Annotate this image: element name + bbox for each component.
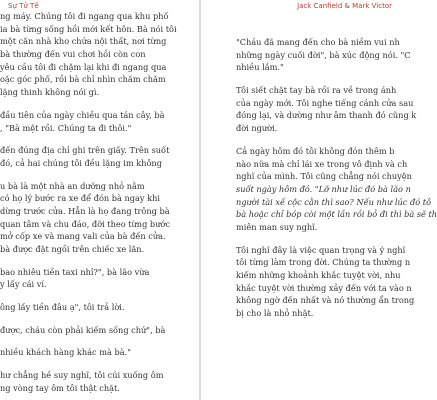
text-line: nhiều lắm." [236,62,284,73]
text-line [0,99,196,109]
right-page [201,0,437,400]
text-line [236,74,396,84]
text-line: đó, cả hai chúng tôi đều lặng im không [0,157,162,168]
text-line: khắc tuyệt vời thường xảy đến với ta vào n [236,282,412,293]
text-line: nhiều khách hàng khác mà bà." [0,347,131,358]
text-line: đến đúng địa chỉ ghi trên giấy. Trên suốt [0,145,170,156]
text-line: đầu tiên của ngày chiều qua tán cây, bà [0,109,165,120]
running-head-left: Sự Tử Tế [8,2,39,10]
text-line: dừng trước cửa. Hẳn là họ đang trông bà [0,205,170,216]
text-line: được, cháu còn phải kiếm sống chứ", bà [0,324,166,335]
text-line [0,314,196,324]
text-line: yêu cầu tôi đi chậm lại khi đi ngang qua [0,61,167,72]
text-line: bao nhiêu tiền taxi nhỉ?", bà lão vừa [0,266,150,277]
text-line: y lấy cái ví. [0,279,47,290]
text-line: đóng lại, và dường như âm thanh đó cũng k [236,110,417,121]
right-page-text [236,36,437,320]
text-line [236,234,396,244]
running-head-right: Jack Canfield & Mark Victor [297,2,392,10]
text-line [0,336,196,346]
text-line [0,170,196,180]
text-line: bà được đặt ngồi trên chiếc xe lăn. [0,244,145,254]
text-line: một căn nhà kho chứa nội thất, nơi từng [0,36,167,47]
text-line [236,135,396,145]
text-line: , "Bà mệt rồi. Chúng ta đi thôi." [0,122,132,133]
text-line [0,256,196,266]
left-page-text [0,10,196,395]
text-line: Tôi nghĩ đây là việc quan trọng và ý nghĩ [236,244,406,255]
text-line: bà thường đến vui chơi hồi còn con [0,49,146,60]
text-line: của ngày mới. Tôi nghe tiếng cánh cửa sau [236,97,414,108]
text-line: "Cháu đã mang đến cho bà niềm vui nh [236,37,400,47]
text-line: có họ lý bước ra xe để đón bà ngay khi [0,193,160,204]
text-line: oặc góc phố, rồi bà chỉ nhìn chăm chăm [0,74,166,85]
text-line: nào nữa mà chỉ lái xe trong vô định và ch [236,158,408,169]
text-line: người tài xế cộc cằn thì sao? Nếu như lúc đó tô [236,196,431,207]
text-line: ia bà từng sống hồi mới kết hôn. Bà nói tôi [0,23,177,34]
text-line: những ngày cuối đời", bà xúc động nói. "C [236,49,411,60]
text-line: miên man suy nghĩ. [236,221,318,232]
text-line: Tôi siết chặt tay bà rồi ra về trong ánh [236,85,397,96]
text-line: suốt ngày hôm đó. "Lỡ như lúc đó bà lão n [236,183,411,194]
text-line: u bà là một nhà an dưỡng nhỏ nằm [0,180,145,191]
text-line: quan tâm và chu đáo, đỡi theo từng bước [0,218,170,229]
text-line: nghĩ của mình. Tôi cũng chẳng nói chuyện [236,171,412,182]
text-line [0,291,196,301]
text-line: bị cho là nhỏ nhặt. [236,308,314,319]
text-line [0,359,196,369]
text-line: ng máy. Chúng tôi đi ngang qua khu phố [0,11,169,21]
text-line: ng vòng tay ôm tôi thật chặt. [0,382,120,393]
text-line: đời người. [236,123,278,134]
text-line: không ngờ đến nhất và nó thường ẩn trong [236,295,415,306]
text-line: tôi từng làm trong đời. Chúng ta thường n [236,257,411,268]
text-line: kiếm những khoảnh khắc tuyệt vời, nhu [236,270,401,280]
text-line: Cả ngày hôm đó tôi không đón thêm b [236,145,395,156]
text-line: hư chẳng hề suy nghĩ, tôi cúi xuống ôm [0,370,164,381]
text-line: mở cốp xe và mang vali của bà đến cửa. [0,231,166,242]
text-line [0,134,196,144]
text-line: lặng thinh không nói gì. [0,87,100,98]
text-line: bà hoặc chỉ bóp còi một lần rồi bỏ đi thì bà sẽ th [236,209,437,220]
left-page [0,0,199,400]
text-line: ông lấy tiền đâu ạ", tôi trả lời. [0,302,125,313]
